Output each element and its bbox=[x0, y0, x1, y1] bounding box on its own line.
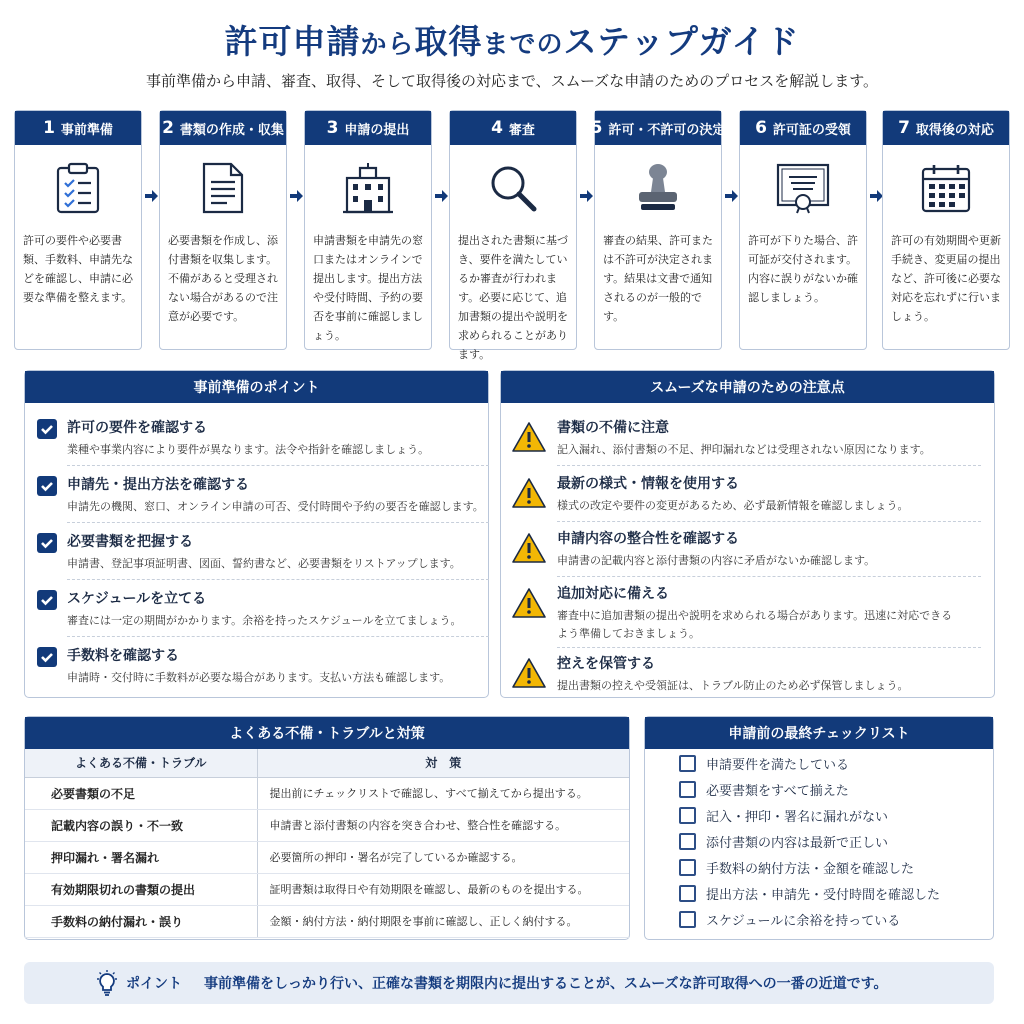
checklist-item[interactable]: 必要書類をすべて揃えた bbox=[679, 779, 849, 799]
step-card-3: 3 申請の提出 申請書類を申請先の窓口またはオンラインで提出します。提出方法や受付時間、予約の要否を事前に確認しましょう。 bbox=[304, 110, 432, 350]
arrow-right-icon bbox=[578, 188, 594, 204]
clipboard-checklist-icon bbox=[15, 145, 141, 231]
table-header: 対 策 bbox=[257, 749, 629, 777]
final-checklist-panel bbox=[644, 716, 994, 940]
divider bbox=[67, 636, 489, 637]
checkbox[interactable] bbox=[679, 885, 696, 902]
warning-icon bbox=[511, 587, 547, 619]
troubles-panel bbox=[24, 716, 630, 940]
cautions-panel: スムーズな申請のための注意点 書類の不備に注意 記入漏れ、添付書類の不足、押印漏れなどは受理されない原因になります。 最新の様式・情報を使用する 様式の改定や要件の変更があるため、必ず最新情報を確認しましょう。 申請内容の整合性を確認する 申請書の記載内容と添付書類の内容に矛盾がないか確認します。 追加対応に備える 審査中に追加書類の提出や説明を求められる場合があります。迅速に対応できる よう準備しておきましょう。 控えを保管する 提出書類の控えや受領証は、トラブル防止のため必ず保管しましょう。 bbox=[500, 370, 995, 698]
checkbox[interactable] bbox=[679, 911, 696, 928]
certificate-icon bbox=[740, 145, 866, 231]
panel-heading: 事前準備のポイント bbox=[25, 371, 488, 403]
divider bbox=[67, 465, 489, 466]
government-building-icon bbox=[305, 145, 431, 231]
checkbox-checked-icon bbox=[37, 419, 57, 439]
table-row: 押印漏れ・署名漏れ 必要箇所の押印・署名が完了しているか確認する。 bbox=[25, 841, 629, 873]
troubles-table bbox=[25, 749, 629, 938]
arrow-right-icon bbox=[723, 188, 739, 204]
step-card-6: 6 許可証の受領 許可が下りた場合、許可証が交付されます。内容に誤りがないか確認しましょう。 bbox=[739, 110, 867, 350]
table-row: 必要書類の不足 提出前にチェックリストで確認し、すべて揃えてから提出する。 bbox=[25, 777, 629, 809]
checklist-item[interactable]: 添付書類の内容は最新で正しい bbox=[679, 831, 888, 851]
step-card-2: 2 書類の作成・収集 必要書類を作成し、添付書類を収集します。不備があると受理されない場合があるので注意が必要です。 bbox=[159, 110, 287, 350]
page-title: 許可申請から取得までのステップガイド bbox=[224, 22, 800, 61]
calendar-icon bbox=[883, 145, 1009, 231]
table-row: 有効期限切れの書類の提出 証明書類は取得日や有効期限を確認し、最新のものを提出する。 bbox=[25, 873, 629, 905]
step-header: 2 書類の作成・収集 bbox=[160, 111, 286, 145]
checklist-item[interactable]: 手数料の納付方法・金額を確認した bbox=[679, 857, 914, 877]
panel-heading: 申請前の最終チェックリスト bbox=[645, 717, 993, 749]
checkbox-checked-icon bbox=[37, 647, 57, 667]
warning-icon bbox=[511, 421, 547, 453]
checkbox[interactable] bbox=[679, 833, 696, 850]
warning-icon bbox=[511, 532, 547, 564]
table-row: 手数料の納付漏れ・誤り 金額・納付方法・納付期限を事前に確認し、正しく納付する。 bbox=[25, 905, 629, 937]
magnifier-icon bbox=[450, 145, 576, 231]
panel-heading: よくある不備・トラブルと対策 bbox=[25, 717, 629, 749]
step-flow bbox=[14, 110, 1010, 361]
divider bbox=[67, 522, 489, 523]
checklist-item[interactable]: スケジュールに余裕を持っている bbox=[679, 909, 900, 929]
tip-banner: ポイント 事前準備をしっかり行い、正確な書類を期限内に提出することが、スムーズな許可取得への一番の近道です。 bbox=[24, 962, 994, 1004]
document-icon bbox=[160, 145, 286, 231]
step-header: 7 取得後の対応 bbox=[883, 111, 1009, 145]
step-card-5: 5 許可・不許可の決定 審査の結果、許可または不許可が決定されます。結果は文書で通知されるのが一般的です。 bbox=[594, 110, 722, 350]
panel-heading: スムーズな申請のための注意点 bbox=[501, 371, 994, 403]
checklist-item[interactable]: 記入・押印・署名に漏れがない bbox=[679, 805, 888, 825]
step-card-7: 7 取得後の対応 許可の有効期間や更新手続き、変更届の提出など、許可後に必要な対応を忘れずに行いましょう。 bbox=[882, 110, 1010, 350]
arrow-right-icon bbox=[288, 188, 304, 204]
divider bbox=[557, 647, 981, 648]
stamp-icon bbox=[595, 145, 721, 231]
arrow-right-icon bbox=[433, 188, 449, 204]
step-card-4: 4 審査 提出された書類に基づき、要件を満たしているか審査が行われます。必要に応じて、追加書類の提出や説明を求められることがあります。 bbox=[449, 110, 577, 350]
divider bbox=[67, 579, 489, 580]
step-header: 5 許可・不許可の決定 bbox=[595, 111, 721, 145]
table-header: よくある不備・トラブル bbox=[25, 749, 257, 777]
divider bbox=[557, 465, 981, 466]
checkbox[interactable] bbox=[679, 755, 696, 772]
divider bbox=[557, 576, 981, 577]
checkbox-checked-icon bbox=[37, 533, 57, 553]
divider bbox=[557, 521, 981, 522]
page-subtitle: 事前準備から申請、審査、取得、そして取得後の対応まで、スムーズな申請のためのプロセスを解説します。 bbox=[145, 72, 878, 90]
checkbox-checked-icon bbox=[37, 590, 57, 610]
checkbox[interactable] bbox=[679, 781, 696, 798]
step-header: 6 許可証の受領 bbox=[740, 111, 866, 145]
warning-icon bbox=[511, 477, 547, 509]
step-header: 1 事前準備 bbox=[15, 111, 141, 145]
arrow-right-icon bbox=[143, 188, 159, 204]
preparation-points-panel: 事前準備のポイント 許可の要件を確認する 業種や事業内容により要件が異なります。法令や指針を確認しましょう。 申請先・提出方法を確認する 申請先の機関、窓口、オンライン申請の可否、受付時間や予約の要否を確認します。 必要書類を把握する 申請書、登記事項証明書、図面、誓約書など、必要書類をリストアップします。 スケジュールを立てる 審査には一定の期間がかかります。余裕を持ったスケジュールを立てましょう。 手数料を確認する 申請時・交付時に手数料が必要な場合があります。支払い方法も確認します。 bbox=[24, 370, 489, 698]
checklist-item[interactable]: 提出方法・申請先・受付時間を確認した bbox=[679, 883, 940, 903]
step-card-1: 1 事前準備 許可の要件や必要書類、手数料、申請先などを確認し、申請に必要な準備を整えます。 bbox=[14, 110, 142, 350]
table-row: 記載内容の誤り・不一致 申請書と添付書類の内容を突き合わせ、整合性を確認する。 bbox=[25, 809, 629, 841]
checkbox[interactable] bbox=[679, 859, 696, 876]
step-header: 3 申請の提出 bbox=[305, 111, 431, 145]
checklist-item[interactable]: 申請要件を満たしている bbox=[679, 753, 849, 773]
lightbulb-icon bbox=[96, 970, 118, 996]
warning-icon bbox=[511, 657, 547, 689]
step-header: 4 審査 bbox=[450, 111, 576, 145]
checkbox[interactable] bbox=[679, 807, 696, 824]
checkbox-checked-icon bbox=[37, 476, 57, 496]
